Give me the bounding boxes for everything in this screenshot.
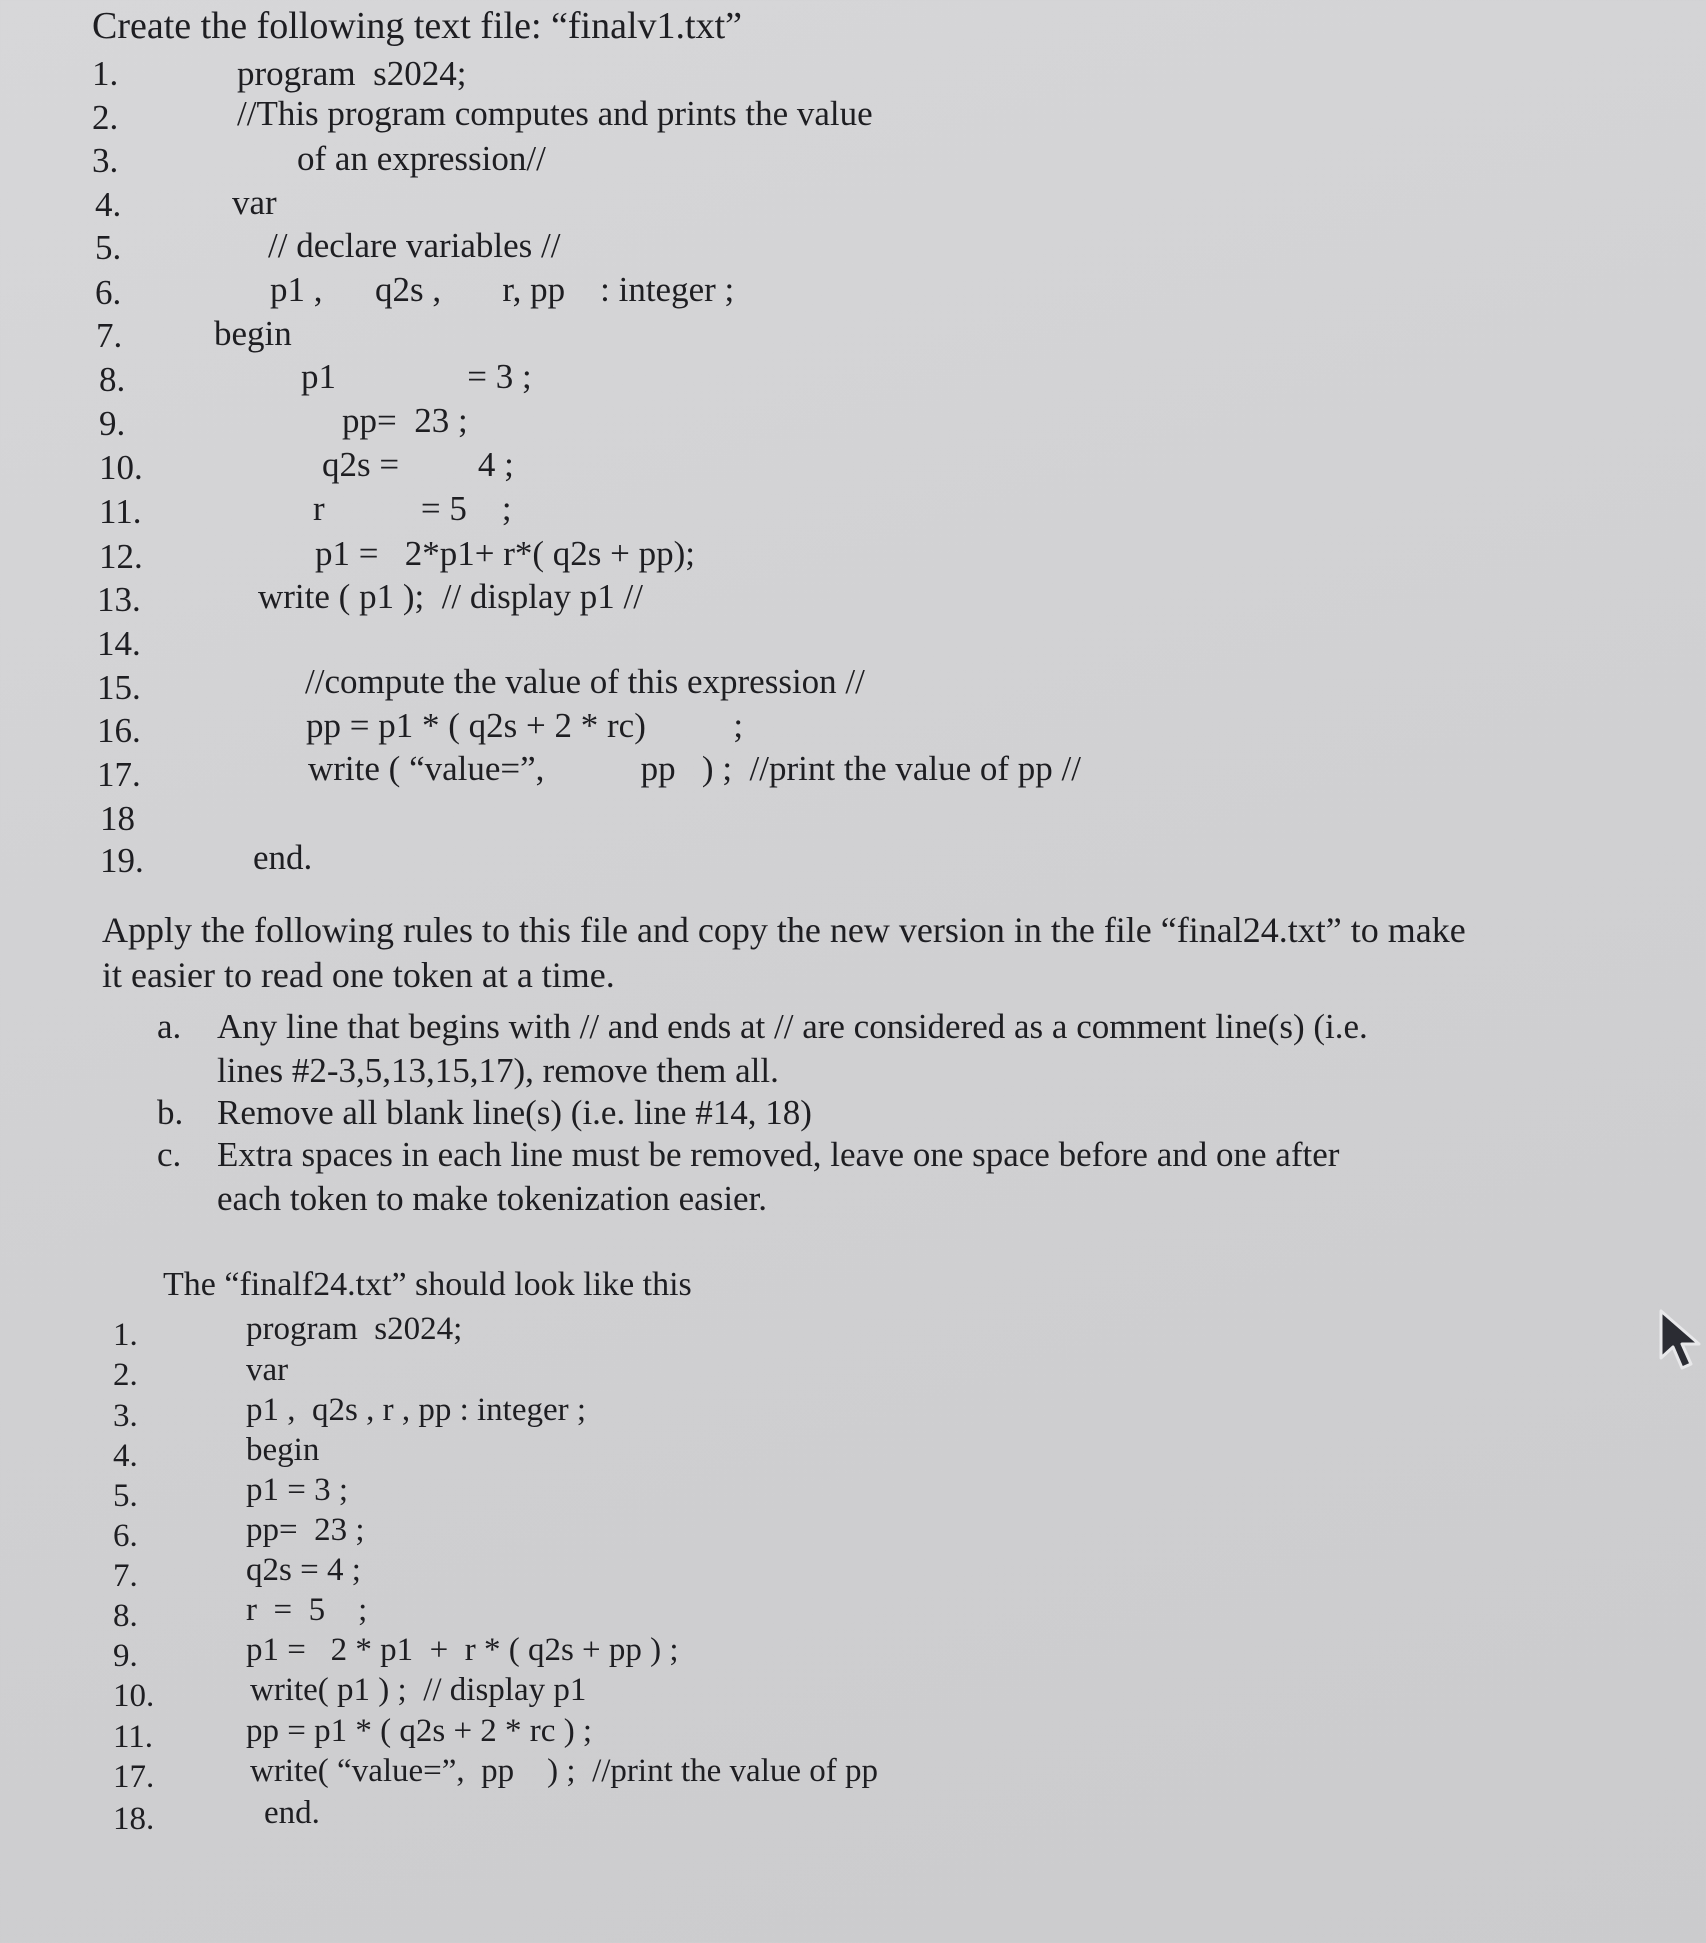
line-number: 13. bbox=[97, 580, 141, 619]
line-number: 17. bbox=[97, 755, 141, 794]
code-line: p1 = 2 * p1 + r * ( q2s + pp ) ; bbox=[246, 1632, 679, 1668]
line-number: 3. bbox=[113, 1398, 138, 1434]
code-line: q2s = 4 ; bbox=[246, 1552, 361, 1588]
code-line: pp = p1 * ( q2s + 2 * rc ) ; bbox=[246, 1713, 593, 1749]
rule-label: c. bbox=[157, 1135, 182, 1174]
code-line: begin bbox=[214, 314, 292, 353]
line-number: 2. bbox=[92, 98, 119, 137]
code-line: write( “value=”, pp ) ; //print the value of pp bbox=[250, 1753, 878, 1789]
code-line: r = 5 ; bbox=[246, 1592, 368, 1628]
line-number: 5. bbox=[113, 1478, 138, 1514]
line-number: 4. bbox=[95, 185, 122, 224]
line-number: 11. bbox=[113, 1719, 154, 1755]
line-number: 10. bbox=[99, 448, 143, 487]
line-number: 11. bbox=[99, 492, 142, 531]
line-number: 16. bbox=[97, 711, 141, 750]
code-line: p1 , q2s , r , pp : integer ; bbox=[246, 1392, 587, 1428]
instructions-intro: Apply the following rules to this file and copy the new version in the file “final24.txt” to make it easier to read one token at a time. bbox=[102, 910, 1466, 995]
rule-b bbox=[157, 1091, 1407, 1137]
code-line: p1 = 2*p1+ r*( q2s + pp); bbox=[315, 534, 696, 573]
code-line: pp= 23 ; bbox=[342, 401, 468, 440]
line-number: 5. bbox=[95, 228, 122, 267]
code-line: pp = p1 * ( q2s + 2 * rc) ; bbox=[306, 706, 744, 745]
rule-c bbox=[157, 1133, 1407, 1223]
line-number: 1. bbox=[113, 1317, 138, 1353]
code-line: begin bbox=[246, 1432, 320, 1468]
line-number: 7. bbox=[113, 1558, 138, 1594]
code-line: q2s = 4 ; bbox=[322, 445, 514, 484]
code-line: p1 = 3 ; bbox=[246, 1472, 349, 1508]
line-number: 10. bbox=[113, 1678, 155, 1714]
result-heading: The “finalf24.txt” should look like this bbox=[163, 1266, 692, 1303]
line-number: 18 bbox=[100, 799, 135, 838]
line-number: 14. bbox=[97, 624, 141, 663]
code-line: // declare variables // bbox=[268, 226, 561, 265]
line-number: 3. bbox=[92, 141, 119, 180]
rule-text: Remove all blank line(s) (i.e. line #14, 18) bbox=[217, 1093, 812, 1132]
code-line: write( p1 ) ; // display p1 bbox=[250, 1672, 587, 1708]
code-line: end. bbox=[264, 1795, 320, 1831]
line-number: 15. bbox=[97, 668, 141, 707]
code-line: end. bbox=[253, 838, 313, 877]
line-number: 8. bbox=[99, 360, 126, 399]
code-line: program s2024; bbox=[237, 54, 467, 93]
line-number: 9. bbox=[99, 404, 126, 443]
line-number: 9. bbox=[113, 1638, 138, 1674]
line-number: 17. bbox=[113, 1759, 155, 1795]
code-line: of an expression// bbox=[297, 139, 546, 178]
code-line: write ( p1 ); // display p1 // bbox=[258, 577, 643, 616]
line-number: 6. bbox=[113, 1518, 138, 1554]
code-line: write ( “value=”, pp ) ; //print the value of pp // bbox=[308, 749, 1082, 788]
rule-text: Any line that begins with // and ends at // are considered as a comment line(s) (i.e. lines #2-3,5,13,15,17), remove them all. bbox=[217, 1007, 1368, 1090]
code-line: var bbox=[246, 1352, 289, 1388]
code-line: var bbox=[232, 183, 277, 222]
line-number: 2. bbox=[113, 1357, 138, 1393]
line-number: 18. bbox=[113, 1801, 155, 1837]
line-number: 6. bbox=[95, 273, 122, 312]
code-line: r = 5 ; bbox=[313, 489, 512, 528]
rule-label: a. bbox=[157, 1007, 182, 1046]
rule-a bbox=[157, 1005, 1407, 1095]
line-number: 1. bbox=[92, 54, 119, 93]
page-heading: Create the following text file: “finalv1.txt” bbox=[92, 5, 743, 47]
code-line: //This program computes and prints the value bbox=[237, 94, 873, 133]
mouse-pointer-icon bbox=[1658, 1308, 1706, 1372]
line-number: 8. bbox=[113, 1598, 138, 1634]
code-line: //compute the value of this expression // bbox=[305, 662, 865, 701]
line-number: 4. bbox=[113, 1438, 138, 1474]
rule-text: Extra spaces in each line must be removed, leave one space before and one after each token to make tokenization easier. bbox=[217, 1135, 1340, 1218]
code-line: p1 = 3 ; bbox=[301, 357, 532, 396]
line-number: 12. bbox=[99, 537, 143, 576]
line-number: 7. bbox=[96, 316, 123, 355]
rule-label: b. bbox=[157, 1093, 184, 1132]
line-number: 19. bbox=[100, 841, 144, 880]
code-line: pp= 23 ; bbox=[246, 1512, 365, 1548]
code-line: program s2024; bbox=[246, 1311, 463, 1347]
code-line: p1 , q2s , r, pp : integer ; bbox=[270, 270, 735, 309]
